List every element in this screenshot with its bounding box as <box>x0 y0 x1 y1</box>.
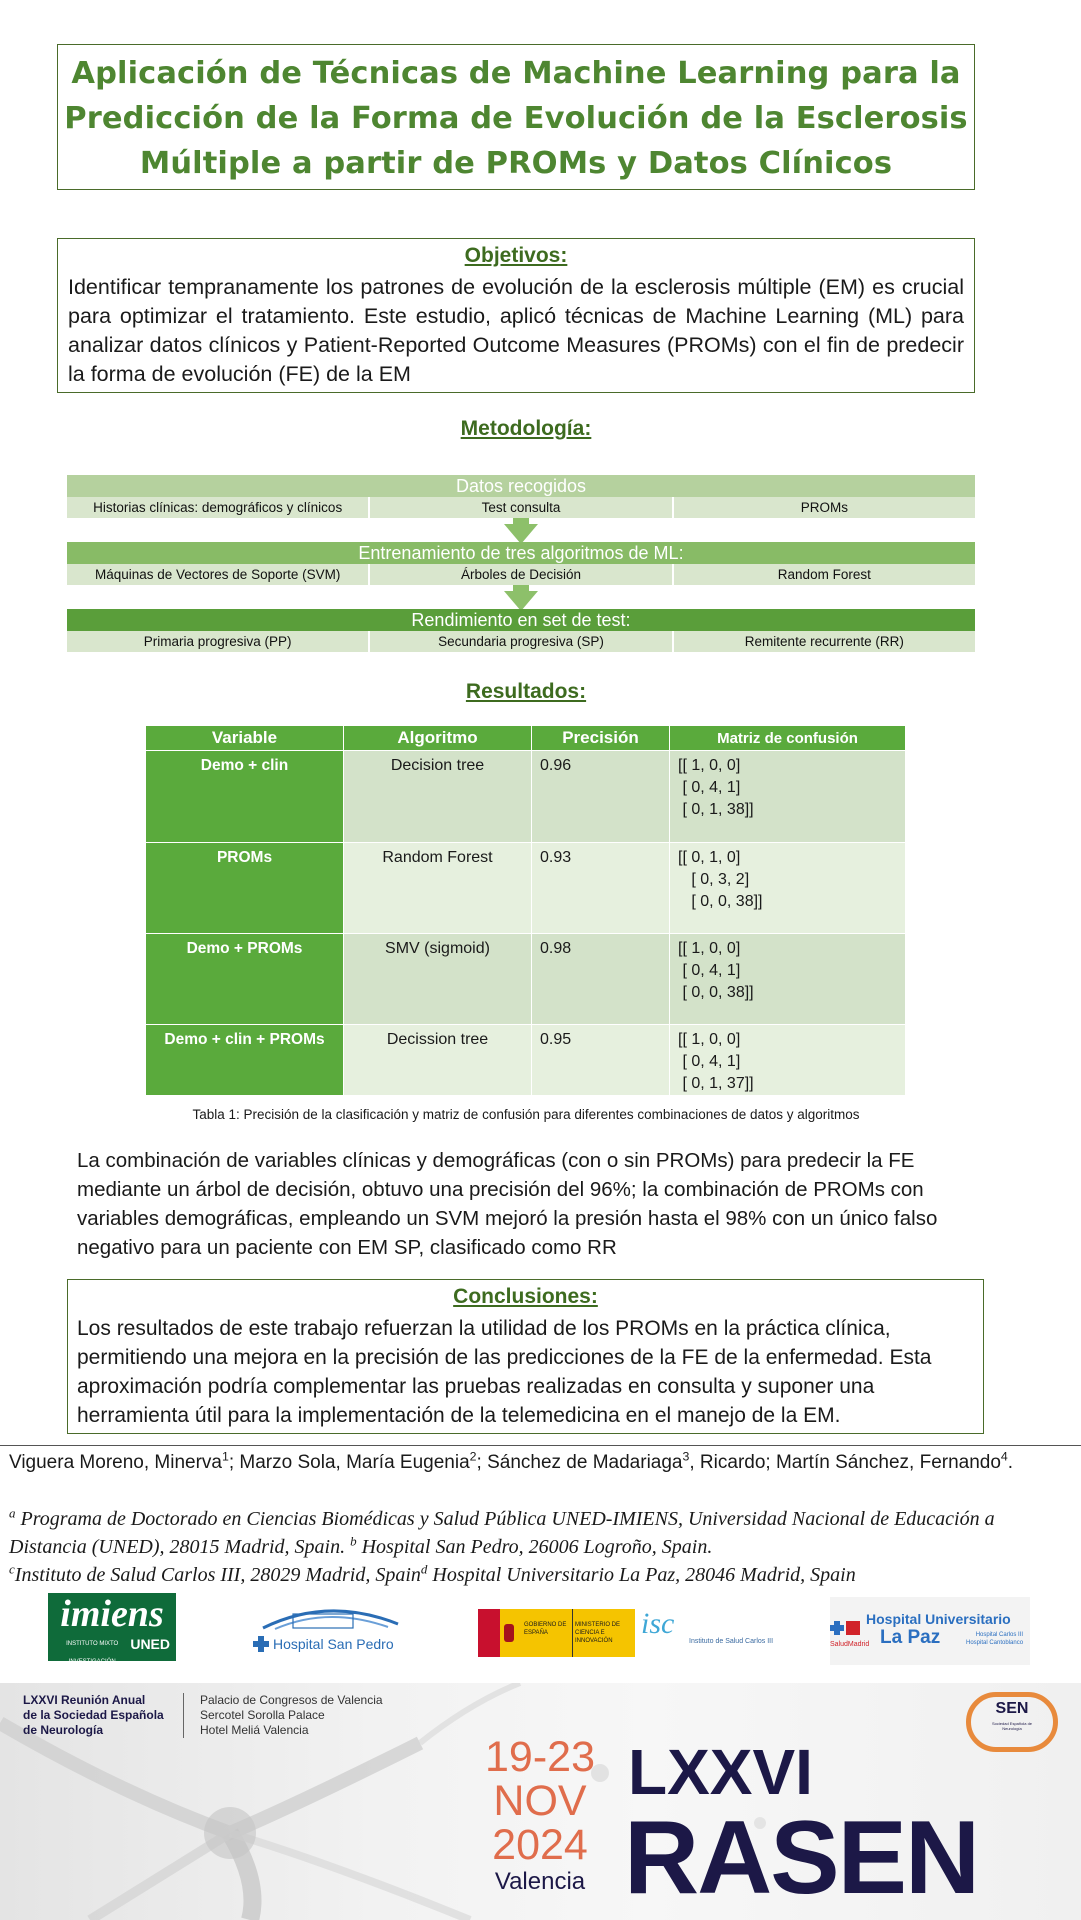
imiens-logo-text: imiens <box>60 1593 164 1635</box>
congress-dates <box>470 1735 610 1897</box>
title-line-2: Predicción de la Forma de Evolución de la Esclerosis <box>64 101 968 136</box>
conclusiones-text: Los resultados de este trabajo refuerzan la utilidad de los PROMs en la práctica clínica, permitiendo una mejora en la precisión de las predicciones de la FE de la enfermedad. Esta aproximación podría complementar las pruebas realizadas en consulta y suponer una herramienta útil para la implementación de la telemedicina en el manejo de la EM. <box>77 1317 932 1427</box>
title-line-1: Aplicación de Técnicas de Machine Learning para la <box>71 56 961 91</box>
salud-madrid-text: SaludMadrid <box>830 1641 870 1648</box>
resultados-heading: Resultados: <box>465 680 587 703</box>
results-table <box>145 725 906 1096</box>
author-name: ; Marzo Sola, María Eugenia <box>228 1452 470 1473</box>
la-paz-name: La Paz <box>880 1627 941 1648</box>
flow-item: Historias clínicas: demográficos y clínicos <box>67 497 370 518</box>
isciii-text: Instituto de Salud Carlos III <box>689 1638 774 1645</box>
flow-step-1-items <box>67 497 975 518</box>
flow-step-2-items <box>67 564 975 585</box>
flow-item: Máquinas de Vectores de Soporte (SVM) <box>67 564 370 585</box>
logos-row <box>0 1590 1081 1670</box>
sen-logo-sub: Sociedad Española de Neurología <box>991 1721 1033 1731</box>
affil-text: Hospital San Pedro, 26006 Logroño, Spain. <box>356 1536 713 1558</box>
flow-item: Remitente recurrente (RR) <box>674 631 975 652</box>
objetivos-heading: Objetivos: <box>464 244 568 267</box>
flow-item: Secundaria progresiva (SP) <box>370 631 673 652</box>
divider <box>183 1693 184 1738</box>
table-cell-algoritmo: SMV (sigmoid) <box>344 934 532 1025</box>
congress-city: Valencia <box>494 1868 586 1895</box>
flow-item: Primaria progresiva (PP) <box>67 631 370 652</box>
affil-mark: c <box>9 1561 15 1577</box>
table-cell-variable: PROMs <box>146 843 344 934</box>
flow-step-3-title: Rendimiento en set de test: <box>67 609 975 632</box>
table-caption: Tabla 1: Precisión de la clasificación y matriz de confusión para diferentes combinaciones de datos y algoritmos <box>192 1107 860 1122</box>
flow-item: PROMs <box>674 497 975 518</box>
poster-title <box>58 51 974 186</box>
table-row <box>146 843 906 934</box>
flow-item: Árboles de Decisión <box>370 564 673 585</box>
author-name: ; Sánchez de Madariaga <box>476 1452 683 1473</box>
author-sup: 3 <box>682 1449 690 1464</box>
resultados-text: La combinación de variables clínicas y demográficas (con o sin PROMs) para predecir la FE mediante un árbol de decisión, obtuvo una precisión del 96%; la combinación de PROMs con variables demográficas, empleando un SVM mejoró la presión hasta el 98% con un único falso negativo para un paciente con EM SP, clasificado como RR <box>77 1149 938 1259</box>
imiens-logo-sub: INSTITUTO MIXTO INVESTIGACIÓN <box>66 1641 119 1665</box>
affil-mark: a <box>9 1505 16 1521</box>
la-paz-logo <box>830 1597 1030 1665</box>
ministerio-logo <box>478 1609 635 1657</box>
isciii-mark: isc <box>641 1607 675 1640</box>
isciii-logo <box>641 1608 776 1656</box>
madrid-flag-icon <box>846 1621 860 1635</box>
flow-arrow-icon <box>504 518 538 544</box>
metodologia-heading: Metodología: <box>460 417 592 440</box>
table-header-row <box>146 726 906 751</box>
flow-item: Random Forest <box>674 564 975 585</box>
author-sup: 4 <box>1000 1449 1008 1464</box>
conclusiones-box <box>67 1279 984 1434</box>
san-pedro-logo-text: Hospital San Pedro <box>273 1636 394 1652</box>
table-row <box>146 751 906 843</box>
flow-step-1-title: Datos recogidos <box>67 475 975 498</box>
gobierno-text: GOBIERNO DE ESPAÑA <box>524 1622 567 1636</box>
la-paz-sub: Hospital Carlos III <box>975 1632 1024 1638</box>
table-cell-algoritmo: Random Forest <box>344 843 532 934</box>
author-sup: 1 <box>221 1449 229 1464</box>
date-year: 2024 <box>492 1821 588 1869</box>
affil-text: Instituto de Salud Carlos III, 28029 Madrid, Spain <box>14 1564 421 1586</box>
objetivos-box <box>57 238 975 393</box>
sen-logo-text: SEN <box>995 1700 1029 1717</box>
table-row <box>146 1025 906 1096</box>
table-header: Algoritmo <box>344 726 532 751</box>
table-cell-matriz: [[ 0, 1, 0] [ 0, 3, 2] [ 0, 0, 38]] <box>670 843 906 934</box>
objetivos-text: Identificar tempranamente los patrones de evolución de la esclerosis múltiple (EM) es crucial para optimizar el tratamiento. Este estudio, aplicó técnicas de Machine Learning (ML) para analizar datos clínicos y Patient-Reported Outcome Measures (PROMs) con el fin de predecir la forma de evolución (FE) de la EM <box>68 275 964 386</box>
imiens-logo <box>48 1593 176 1665</box>
table-cell-matriz: [[ 1, 0, 0] [ 0, 4, 1] [ 0, 1, 38]] <box>670 751 906 843</box>
table-cell-variable: Demo + clin <box>146 751 344 843</box>
affiliations <box>9 1505 1074 1589</box>
table-cell-variable: Demo + PROMs <box>146 934 344 1025</box>
authors <box>9 1449 1069 1477</box>
organizer-line: de Neurología <box>23 1723 104 1737</box>
flow-step-2-title: Entrenamiento de tres algoritmos de ML: <box>67 542 975 565</box>
organizer <box>23 1693 164 1738</box>
venue-line: Palacio de Congresos de Valencia <box>200 1693 383 1707</box>
author-sup: 2 <box>469 1449 477 1464</box>
divider <box>0 1445 1081 1446</box>
venues <box>200 1693 383 1738</box>
san-pedro-logo <box>253 1602 403 1657</box>
congress-banner <box>0 1683 1081 1920</box>
table-cell-algoritmo: Decission tree <box>344 1025 532 1096</box>
cross-icon <box>830 1621 844 1635</box>
la-paz-sub: Hospital Cantoblanco <box>966 1640 1024 1646</box>
title-line-3: Múltiple a partir de PROMs y Datos Clínicos <box>139 146 893 181</box>
table-cell-precision: 0.95 <box>532 1025 670 1096</box>
affil-text: Programa de Doctorado en Ciencias Biomédicas y Salud Pública UNED-IMIENS, Universidad Nacional de Educación a Distancia (UNED), 28015 Madrid, Spain. <box>9 1508 995 1558</box>
date-month: NOV <box>493 1777 587 1825</box>
table-cell-algoritmo: Decision tree <box>344 751 532 843</box>
organizer-line: LXXVI Reunión Anual <box>23 1693 146 1707</box>
affil-mark: b <box>350 1533 357 1549</box>
author-name: , Ricardo; Martín Sánchez, Fernando <box>689 1452 1001 1473</box>
flow-step-3-items <box>67 631 975 652</box>
table-cell-variable: Demo + clin + PROMs <box>146 1025 344 1096</box>
ministerio-text: MINISTERIO DE CIENCIA E INNOVACIÓN <box>572 1609 633 1657</box>
affil-mark: d <box>420 1561 428 1577</box>
congress-edition: LXXVI <box>628 1736 813 1808</box>
venue-line: Hotel Meliá Valencia <box>200 1723 309 1737</box>
cross-icon <box>253 1636 269 1652</box>
flow-arrow-icon <box>504 585 538 611</box>
spain-crest-icon <box>478 1609 500 1657</box>
table-row <box>146 934 906 1025</box>
uned-logo-text: UNED <box>130 1636 170 1652</box>
table-cell-matriz: [[ 1, 0, 0] [ 0, 4, 1] [ 0, 0, 38]] <box>670 934 906 1025</box>
table-header: Variable <box>146 726 344 751</box>
title-box <box>57 44 975 190</box>
la-paz-title: Hospital Universitario <box>866 1611 1011 1627</box>
sen-logo <box>966 1692 1058 1752</box>
table-header: Matriz de confusión <box>670 726 906 751</box>
affil-text: Hospital Universitario La Paz, 28046 Madrid, Spain <box>427 1564 856 1586</box>
organizer-line: de la Sociedad Española <box>23 1708 164 1722</box>
author-name: Viguera Moreno, Minerva <box>9 1452 222 1473</box>
table-cell-precision: 0.93 <box>532 843 670 934</box>
table-header: Precisión <box>532 726 670 751</box>
table-cell-precision: 0.98 <box>532 934 670 1025</box>
venue-line: Sercotel Sorolla Palace <box>200 1708 325 1722</box>
congress-name: RASEN <box>624 1800 979 1916</box>
author-end: . <box>1007 1452 1014 1473</box>
table-cell-matriz: [[ 1, 0, 0] [ 0, 4, 1] [ 0, 1, 37]] <box>670 1025 906 1096</box>
date-range: 19-23 <box>485 1733 595 1781</box>
table-cell-precision: 0.96 <box>532 751 670 843</box>
san-pedro-arc-icon <box>253 1602 403 1632</box>
flow-item: Test consulta <box>370 497 673 518</box>
conclusiones-heading: Conclusiones: <box>453 1285 598 1308</box>
